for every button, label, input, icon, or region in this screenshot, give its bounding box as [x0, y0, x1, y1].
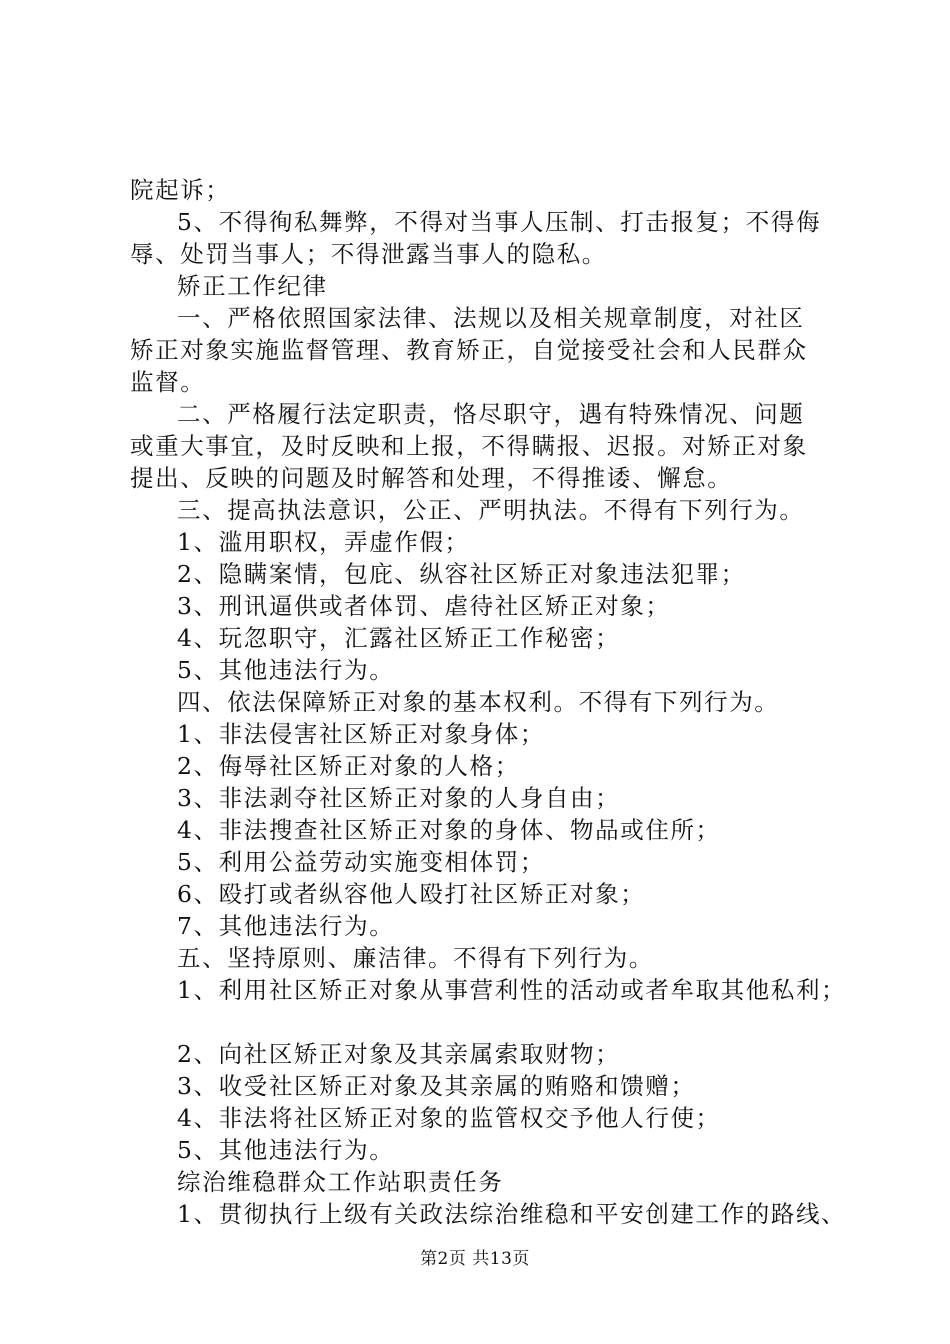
text-line: 或重大事宜，及时反映和上报，不得瞒报、迟报。对矫正对象: [130, 432, 808, 460]
text-line: 3、收受社区矫正对象及其亲属的贿赂和馈赠；: [177, 1072, 696, 1100]
document-body: [130, 174, 850, 1230]
text-line: 5、其他违法行为。: [177, 1136, 395, 1164]
text-line: 五、坚持原则、廉洁律。不得有下列行为。: [177, 944, 654, 972]
text-line: 5、其他违法行为。: [177, 656, 395, 684]
text-line: 院起诉；: [130, 176, 231, 204]
text-line: 提出、反映的问题及时解答和处理，不得推诿、懈怠。: [130, 464, 733, 492]
text-line: 5、不得徇私舞弊，不得对当事人压制、打击报复；不得侮: [177, 208, 822, 236]
text-line: 2、侮辱社区矫正对象的人格；: [177, 752, 520, 780]
text-line: 辱、处罚当事人；不得泄露当事人的隐私。: [130, 240, 607, 268]
text-line: 5、利用公益劳动实施变相体罚；: [177, 848, 545, 876]
page-footer: 第2页 共13页: [420, 1249, 530, 1269]
text-line: 1、非法侵害社区矫正对象身体；: [177, 720, 545, 748]
text-line: 6、殴打或者纵容他人殴打社区矫正对象；: [177, 880, 646, 908]
text-line: 三、提高执法意识，公正、严明执法。不得有下列行为。: [177, 496, 805, 524]
text-line: 四、依法保障矫正对象的基本权利。不得有下列行为。: [177, 688, 780, 716]
text-line: 2、向社区矫正对象及其亲属索取财物；: [177, 1040, 621, 1068]
text-line: 综治维稳群众工作站职责任务: [177, 1168, 504, 1196]
text-line: 2、隐瞒案情，包庇、纵容社区矫正对象违法犯罪；: [177, 560, 746, 588]
text-line: 4、玩忽职守，汇露社区矫正工作秘密；: [177, 624, 621, 652]
text-line: 1、贯彻执行上级有关政法综治维稳和平安创建工作的路线、: [177, 1200, 847, 1228]
text-line: 1、利用社区矫正对象从事营利性的活动或者牟取其他私利；: [177, 976, 847, 1004]
text-line: 矫正工作纪律: [177, 272, 328, 300]
text-line: 1、滥用职权，弄虚作假；: [177, 528, 470, 556]
text-line: 一、严格依照国家法律、法规以及相关规章制度，对社区: [177, 304, 805, 332]
text-line: 监督。: [130, 368, 206, 396]
text-line: 4、非法搜查社区矫正对象的身体、物品或住所；: [177, 816, 721, 844]
text-line: 4、非法将社区矫正对象的监管权交予他人行使；: [177, 1104, 721, 1132]
text-line: 3、刑讯逼供或者体罚、虐待社区矫正对象；: [177, 592, 671, 620]
text-line: 7、其他违法行为。: [177, 912, 395, 940]
text-line: 矫正对象实施监督管理、教育矫正，自觉接受社会和人民群众: [130, 336, 808, 364]
text-line: 二、严格履行法定职责，恪尽职守，遇有特殊情况、问题: [177, 400, 805, 428]
text-line: 3、非法剥夺社区矫正对象的人身自由；: [177, 784, 621, 812]
blank-line: [130, 1006, 850, 1038]
